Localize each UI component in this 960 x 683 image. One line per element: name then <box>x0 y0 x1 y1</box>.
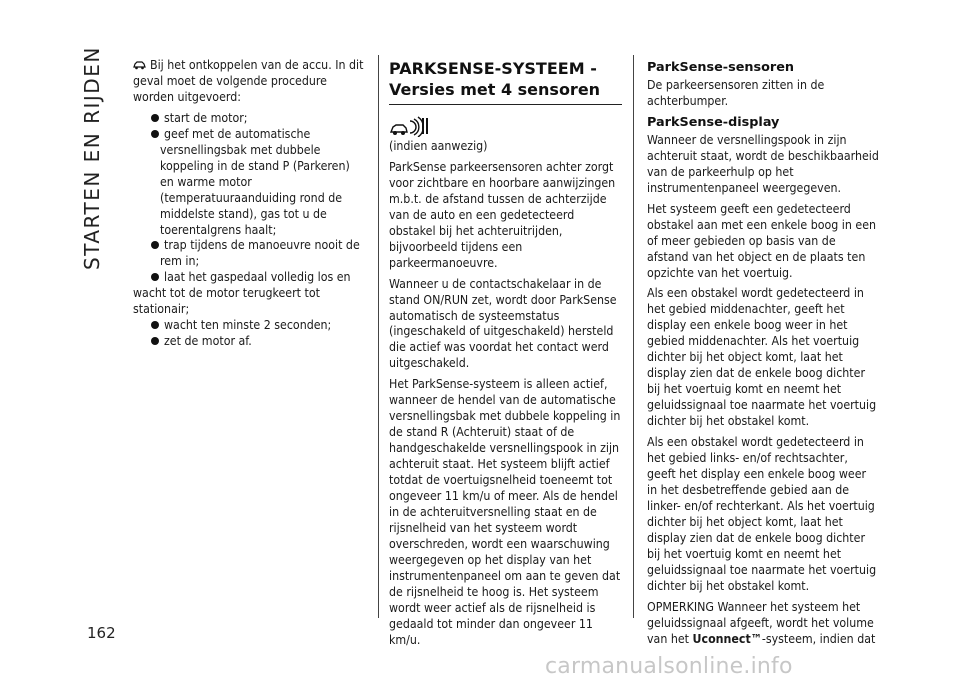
paragraph: Als een obstakel wordt gedetecteerd in het gebied middenachter, geeft het display een enkele boog weer in het gebied middenachter. Als het voertuig dichter bij het object komt, laat het display zien dat de enkele boog dichter bij het voertuig komt en neemt het geluidssignaal toe naarmate het voertuig dichter bij het obstakel komt. <box>647 286 877 429</box>
paragraph: De parkeersensoren zitten in de achterbumper. <box>647 78 825 108</box>
list-item: wacht ten minste 2 seconden; <box>133 318 367 334</box>
bullet-icon <box>151 241 159 249</box>
list-item: trap tijdens de manoeuvre nooit de rem in; <box>133 238 367 270</box>
list-item: laat het gaspedaal volledig los en wacht tot de motor terugkeert tot stationair; <box>133 270 351 317</box>
bullet-icon <box>151 273 159 281</box>
procedure-list <box>133 111 367 350</box>
paragraph: Wanneer u de contactschakelaar in de stand ON/RUN zet, wordt door ParkSense automatisch de systeemstatus (ingeschakeld of uitgeschakeld) hersteld die actief was voordat het contact werd uitgeschakeld. <box>389 276 617 371</box>
paragraph: Als een obstakel wordt gedetecteerd in het gebied links- en/of rechtsachter, geeft het display een enkele boog weer in het desbetreffende gebied aan de linker- en/of rechterkant. Als het voertuig dichter bij het object komt, laat het display zien dat de enkele boog dichter bij het voertuig komt en neemt het geluidssignaal toe naarmate het voertuig dichter bij het obstakel komt. <box>647 435 877 593</box>
page-number: 162 <box>87 624 116 642</box>
column-divider <box>378 55 379 618</box>
list-item: geef met de automatische versnellingsbak met dubbele koppeling in de stand P (Parkeren) en warme motor (temperatuuraanduiding rond de middelste stand), gas tot u de toerentalgrens haalt; <box>133 127 367 239</box>
paragraph: Wanneer de versnellingspook in zijn achteruit staat, wordt de beschikbaarheid van de parkeerhulp op het instrumentenpaneel weergegeven. <box>647 132 879 195</box>
section-title: STARTEN EN RIJDEN <box>80 46 104 270</box>
column-1 <box>133 58 367 350</box>
list-item: start de motor; <box>133 111 367 127</box>
subheading-display: ParkSense-display <box>647 114 780 130</box>
column-3 <box>647 58 879 652</box>
bullet-icon <box>151 130 159 138</box>
intro-text: Bij het ontkoppelen van de accu. In dit geval moet de volgende procedure worden uitgevoerd: <box>133 58 364 104</box>
note-text: Wanneer het systeem het geluidssignaal afgeeft, wordt het volume van het <box>647 599 874 646</box>
note-paragraph <box>647 600 879 648</box>
availability-note: (indien aanwezig) <box>389 139 488 153</box>
column-2 <box>389 58 622 654</box>
bullet-icon <box>151 321 159 329</box>
paragraph: ParkSense parkeersensoren achter zorgt voor zichtbare en hoorbare aanwijzingen m.b.t. de afstand tussen de achterzijde van de auto en een gedetecteerd obstakel bij het achteruitrijden, bijvoorbeeld tijdens een parkeermanoeuvre. <box>389 159 616 270</box>
intro-paragraph <box>133 58 367 106</box>
section-heading: PARKSENSE-SYSTEEM - Versies met 4 sensoren <box>389 58 622 105</box>
car-icon <box>133 60 146 70</box>
brand-name: Uconnect™ <box>692 631 762 646</box>
paragraph: Het systeem geeft een gedetecteerd obstakel aan met een enkele boog in een of meer gebieden op basis van de afstand van het object en de plaats ten opzichte van het voertuig. <box>647 201 877 280</box>
bullet-icon <box>151 337 159 345</box>
list-item: zet de motor af. <box>133 334 367 350</box>
note-label: OPMERKING <box>647 599 714 614</box>
parksense-icon <box>389 115 429 137</box>
watermark: carmanualsonline.info <box>545 654 793 679</box>
column-divider <box>633 55 634 618</box>
paragraph: Het ParkSense-systeem is alleen actief, wanneer de hendel van de automatische versnellingsbak met dubbele koppeling in de stand R (Achteruit) staat of de handgeschakelde versnellingspook in zijn achteruit staat. Het systeem blijft actief totdat de voertuigsnelheid toeneemt tot ongeveer 11 km/u of meer. Als de hendel in de achteruitversnelling staat en de rijsnelheid van het systeem wordt overschreden, wordt een waarschuwing weergegeven op het display van het instrumentenpaneel om aan te geven dat de rijsnelheid te hoog is. Het systeem wordt weer actief als de rijsnelheid is gedaald tot minder dan ongeveer 11 km/u. <box>389 377 621 647</box>
bullet-icon <box>151 114 159 122</box>
subheading-sensors: ParkSense-sensoren <box>647 60 795 75</box>
note-text-end: -systeem, indien dat <box>761 631 876 646</box>
